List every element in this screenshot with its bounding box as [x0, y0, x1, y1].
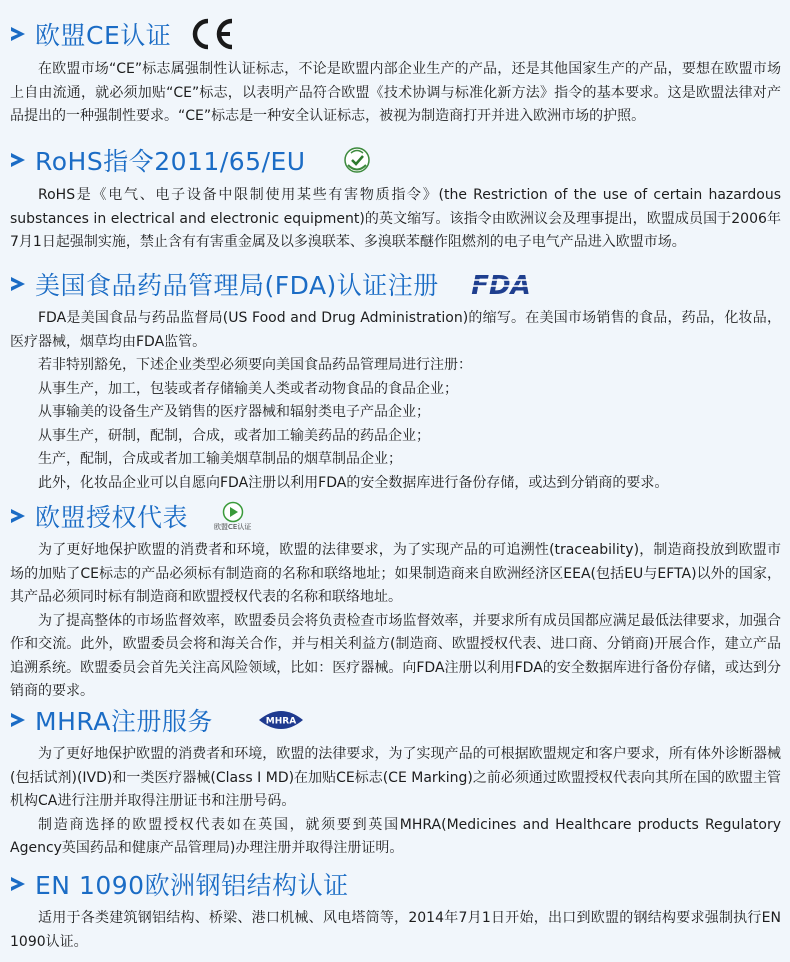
section-fda — [0, 264, 790, 495]
mhra-logo-icon — [257, 708, 305, 732]
section-title: 欧盟授权代表 — [35, 503, 189, 532]
list-item: 从事输美的设备生产及销售的医疗器械和辐射类电子产品企业； — [38, 404, 430, 420]
chevron-right-icon — [9, 506, 31, 526]
chevron-right-icon — [9, 710, 31, 730]
paragraph: 为了提高整体的市场监督效率，欧盟委员会将负责检查市场监督效率，并要求所有成员国都应满足最低法律要求，加强合作和交流。此外，欧盟委员会将和海关合作，并与相关利益方(制造商、欧盟授权代表、进口商、分销商)开展合作，建立产品追溯系统。欧盟委员会首先关注高风险领域，比如：医疗器械。向FDA注册以利用FDA的安全数据库进行备份存储，或达到分销商的要求。 — [10, 612, 781, 699]
section-title: 美国食品药品管理局(FDA)认证注册 — [35, 271, 439, 300]
section-header — [0, 700, 790, 740]
eu-rep-badge-label: 欧盟CE认证 — [214, 522, 252, 531]
paragraph: 为了更好地保护欧盟的消费者和环境，欧盟的法律要求，为了实现产品的可根据欧盟规定和客户要求，所有体外诊断器械(包括试剂)(IVD)和一类医疗器械(Class I MD)在加贴CE标志(CE Marking)之前必须通过欧盟授权代表向其所在国的欧盟主管机构CA进行注册并取得注册证书和注册号码。 — [10, 746, 781, 809]
section-header — [0, 140, 790, 180]
mhra-logo-text: MHRA — [265, 716, 297, 727]
section-rohs — [0, 140, 790, 255]
rohs-badge-icon — [342, 145, 372, 175]
list-item: 此外，化妆品企业可以自愿向FDA注册以利用FDA的安全数据库进行备份存储，或达到分销商的要求。 — [38, 474, 669, 491]
section-title: 欧盟CE认证 — [35, 21, 172, 50]
section-mhra — [0, 700, 790, 861]
list-item: 生产，配制，合成或者加工输美烟草制品的烟草制品企业； — [38, 451, 402, 467]
section-header — [0, 264, 790, 304]
section-body — [0, 907, 790, 954]
section-header — [0, 496, 790, 536]
section-body — [0, 539, 790, 704]
paragraph: 若非特别豁免，下述企业类型必须要向美国食品药品管理局进行注册： — [38, 357, 472, 373]
paragraph: 在欧盟市场“CE”标志属强制性认证标志，不论是欧盟内部企业生产的产品，还是其他国家生产的产品，要想在欧盟市场上自由流通，就必须加贴“CE”标志，以表明产品符合欧盟《技术协调与标准化新方法》指令的基本要求。这是欧盟法律对产品提出的一种强制性要求。“CE”标志是一种安全认证标志，被视为制造商打开并进入欧洲市场的护照。 — [10, 61, 781, 124]
section-ce — [0, 14, 790, 129]
fda-logo-text: FDA — [471, 271, 531, 299]
section-body — [0, 58, 790, 129]
list-item: 从事生产，加工，包装或者存储输美人类或者动物食品的食品企业； — [38, 380, 458, 397]
section-en1090 — [0, 864, 790, 954]
paragraph: FDA是美国食品与药品监督局(US Food and Drug Administration)的缩写。在美国市场销售的食品，药品，化妆品，医疗器械，烟草均由FDA监管。 — [10, 310, 781, 350]
section-body — [0, 184, 790, 255]
section-body — [0, 307, 790, 495]
ce-mark-icon — [189, 16, 235, 52]
list-item: 从事生产，研制，配制，合成，或者加工输美药品的药品企业； — [38, 427, 430, 444]
section-body — [0, 743, 790, 861]
chevron-right-icon — [9, 150, 31, 170]
paragraph: RoHS是《电气、电子设备中限制使用某些有害物质指令》(the Restriction of the use of certain hazardous substances in electrical and electronic equipment)的英文缩写。该指令由欧洲议会及理事提出，欧盟成员国于2006年7月1日起强制实施，禁止含有有害重金属及以多溴联苯、多溴联苯醚作阻燃剂的电子电气产品进入欧盟市场。 — [10, 187, 781, 250]
section-title: MHRA注册服务 — [35, 707, 213, 736]
chevron-right-icon — [9, 274, 31, 294]
fda-logo-icon — [469, 269, 533, 299]
section-header — [0, 864, 790, 904]
section-title: RoHS指令2011/65/EU — [35, 147, 306, 176]
chevron-right-icon — [9, 24, 31, 44]
section-eu-rep — [0, 496, 790, 704]
eu-rep-badge-icon — [214, 501, 251, 532]
section-title: EN 1090欧洲钢铝结构认证 — [35, 871, 349, 900]
chevron-right-icon — [9, 874, 31, 894]
paragraph: 制造商选择的欧盟授权代表如在英国，就须要到英国MHRA(Medicines and Healthcare products Regulatory Agency英国药品和健康产品管理局)办理注册并取得注册证明。 — [10, 816, 781, 856]
paragraph: 适用于各类建筑钢铝结构、桥梁、港口机械、风电塔筒等，2014年7月1日开始，出口到欧盟的钢结构要求强制执行EN 1090认证。 — [10, 910, 781, 950]
section-header — [0, 14, 790, 54]
paragraph: 为了更好地保护欧盟的消费者和环境，欧盟的法律要求，为了实现产品的可追溯性(traceability)，制造商投放到欧盟市场的加贴了CE标志的产品必须标有制造商的名称和联络地址；如果制造商来自欧洲经济区EEA(包括EU与EFTA)以外的国家，其产品必须同时标有制造商和欧盟授权代表的名称和联络地址。 — [10, 542, 781, 605]
